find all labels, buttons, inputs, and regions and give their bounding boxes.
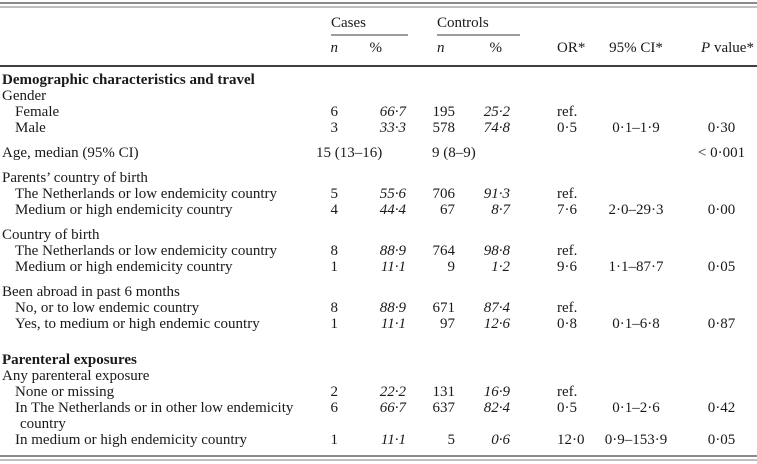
table-row xyxy=(0,202,757,218)
cases-n: 3 xyxy=(330,120,338,136)
confidence-interval-value: 1·1–87·7 xyxy=(608,259,664,275)
table-row xyxy=(0,88,757,104)
p-value: 0·87 xyxy=(707,316,736,332)
empty-header-cell xyxy=(586,8,686,36)
controls-n: 764 xyxy=(432,243,455,259)
odds-ratio-value: 12·0 xyxy=(557,432,585,448)
p-value: 0·30 xyxy=(707,120,736,136)
cases-n-header: n xyxy=(312,36,340,66)
controls-percent: 98·8 xyxy=(483,243,510,259)
controls-n: 5 xyxy=(447,432,455,448)
empty-header-cell xyxy=(0,8,312,36)
p-value xyxy=(686,186,757,202)
confidence-interval-value: 0·1–1·9 xyxy=(612,120,660,136)
controls-n: 131 xyxy=(432,384,455,400)
controls-n: 9 xyxy=(447,259,455,275)
row-label: Medium or high endemicity country xyxy=(15,202,233,218)
odds-ratio-value: 0·5 xyxy=(557,400,577,416)
table-header xyxy=(0,8,757,66)
group-label: Parents’ country of birth xyxy=(2,170,148,186)
controls-group-label: Controls xyxy=(437,15,489,31)
controls-percent: 1·2 xyxy=(491,259,510,275)
table-row xyxy=(0,161,757,186)
table-row xyxy=(0,243,757,259)
cases-percent: 44·4 xyxy=(379,202,406,218)
controls-percent: 87·4 xyxy=(483,300,510,316)
cases-n: 1 xyxy=(330,259,338,275)
cases-n: 4 xyxy=(330,202,338,218)
controls-percent: 16·9 xyxy=(483,384,510,400)
controls-n: 195 xyxy=(432,104,455,120)
controls-n: 578 xyxy=(432,120,455,136)
row-label: The Netherlands or low endemicity country xyxy=(15,186,278,202)
p-value: < 0·001 xyxy=(697,145,746,161)
row-label: In medium or high endemicity country xyxy=(15,432,248,448)
cases-percent: 88·9 xyxy=(379,300,406,316)
controls-percent: 82·4 xyxy=(483,400,510,416)
row-label: Age, median (95% CI) xyxy=(2,145,139,161)
section-label: Demographic characteristics and travel xyxy=(2,72,255,88)
controls-n-header: n xyxy=(406,36,456,66)
controls-n: 97 xyxy=(440,316,455,332)
p-value: 0·05 xyxy=(707,432,736,448)
odds-ratio-value: 7·6 xyxy=(557,202,577,218)
cases-percent-header: % xyxy=(340,36,406,66)
odds-ratio-value: 9·6 xyxy=(557,259,577,275)
table-row xyxy=(0,316,757,332)
controls-value: 9 (8–9) xyxy=(432,145,476,161)
table-row xyxy=(0,218,757,243)
confidence-interval-value xyxy=(586,243,686,259)
controls-n: 67 xyxy=(440,202,455,218)
cases-value: 15 (13–16) xyxy=(316,145,383,161)
p-value xyxy=(686,384,757,400)
row-label: Female xyxy=(15,104,60,120)
odds-ratio-value: ref. xyxy=(557,300,578,316)
table-row xyxy=(0,120,757,136)
confidence-interval-value: 0·1–6·8 xyxy=(612,316,660,332)
confidence-interval-value xyxy=(586,186,686,202)
cases-percent: 88·9 xyxy=(379,243,406,259)
p-value xyxy=(686,104,757,120)
odds-ratio-value: ref. xyxy=(557,384,578,400)
odds-ratio-value: ref. xyxy=(557,243,578,259)
bottom-rule-dark-line xyxy=(0,455,757,457)
odds-ratio-header: OR* xyxy=(510,36,586,66)
cases-n: 5 xyxy=(330,186,338,202)
p-value xyxy=(686,243,757,259)
row-label: No, or to low endemic country xyxy=(15,300,200,316)
controls-percent: 0·6 xyxy=(491,432,510,448)
cases-column-group xyxy=(312,8,406,36)
cases-n: 8 xyxy=(330,243,338,259)
row-label: Medium or high endemicity country xyxy=(15,259,233,275)
table-row xyxy=(0,275,757,300)
group-label: Been abroad in past 6 months xyxy=(2,284,180,300)
table-bottom-rule xyxy=(0,455,757,461)
table-row xyxy=(0,104,757,120)
controls-n: 706 xyxy=(432,186,455,202)
row-label: None or missing xyxy=(15,384,115,400)
controls-n: 637 xyxy=(432,400,455,416)
group-label: Gender xyxy=(2,88,47,104)
column-group-row xyxy=(0,8,757,36)
cases-n: 1 xyxy=(330,316,338,332)
empty-header-cell xyxy=(0,36,312,66)
empty-header-cell xyxy=(510,8,586,36)
table-row xyxy=(0,368,757,384)
confidence-interval-value xyxy=(586,300,686,316)
cases-percent: 22·2 xyxy=(379,384,406,400)
odds-ratio-value: ref. xyxy=(557,186,578,202)
confidence-interval-value: 0·9–153·9 xyxy=(604,432,668,448)
cases-n: 6 xyxy=(330,400,338,416)
cases-percent: 33·3 xyxy=(379,120,406,136)
empty-header-cell xyxy=(686,8,757,36)
table-row xyxy=(0,384,757,400)
table-row xyxy=(0,300,757,316)
table-row xyxy=(0,400,757,432)
controls-percent: 12·6 xyxy=(483,316,510,332)
odds-ratio-value: 0·5 xyxy=(557,120,577,136)
cases-percent: 11·1 xyxy=(380,259,406,275)
controls-percent: 74·8 xyxy=(483,120,510,136)
cases-percent: 11·1 xyxy=(380,432,406,448)
cases-percent: 55·6 xyxy=(379,186,406,202)
top-rule-dark-line xyxy=(0,2,757,4)
table-row xyxy=(0,259,757,275)
table-row xyxy=(0,136,757,161)
p-value: 0·05 xyxy=(707,259,736,275)
controls-percent-header: % xyxy=(456,36,510,66)
group-label: Country of birth xyxy=(2,227,100,243)
confidence-interval-value: 0·1–2·6 xyxy=(612,400,660,416)
cases-n: 1 xyxy=(330,432,338,448)
cases-percent: 66·7 xyxy=(379,400,406,416)
cases-n: 2 xyxy=(330,384,338,400)
confidence-interval-value xyxy=(586,104,686,120)
row-label: Male xyxy=(15,120,46,136)
row-label: In The Netherlands or in other low endemicity country xyxy=(0,400,312,432)
p-value xyxy=(686,300,757,316)
cases-percent: 66·7 xyxy=(379,104,406,120)
p-value-header: P value* xyxy=(686,36,757,66)
row-label: Yes, to medium or high endemic country xyxy=(15,316,260,332)
p-value: 0·00 xyxy=(707,202,736,218)
confidence-interval-header: 95% CI* xyxy=(586,36,686,66)
group-label: Any parenteral exposure xyxy=(2,368,150,384)
table-row xyxy=(0,66,757,88)
odds-ratio-value: 0·8 xyxy=(557,316,577,332)
odds-ratio-value xyxy=(510,136,586,161)
sub-header-row xyxy=(0,36,757,66)
confidence-interval-value xyxy=(586,136,686,161)
controls-n: 671 xyxy=(432,300,455,316)
row-label-wrap-line: country xyxy=(20,416,66,432)
confidence-interval-value xyxy=(586,384,686,400)
table-row xyxy=(0,432,757,448)
cases-percent: 11·1 xyxy=(380,316,406,332)
cases-n: 8 xyxy=(330,300,338,316)
table-body xyxy=(0,66,757,448)
cases-group-label: Cases xyxy=(331,15,366,31)
cases-n: 6 xyxy=(330,104,338,120)
table-row xyxy=(0,186,757,202)
controls-percent: 8·7 xyxy=(491,202,510,218)
section-label: Parenteral exposures xyxy=(2,352,137,368)
controls-column-group xyxy=(406,8,510,36)
row-label: The Netherlands or low endemicity country xyxy=(15,243,278,259)
bottom-rule-light-line xyxy=(0,459,757,461)
table-row xyxy=(0,332,757,368)
p-value: 0·42 xyxy=(707,400,736,416)
confidence-interval-value: 2·0–29·3 xyxy=(608,202,664,218)
controls-percent: 25·2 xyxy=(483,104,510,120)
odds-ratio-value: ref. xyxy=(557,104,578,120)
controls-percent: 91·3 xyxy=(483,186,510,202)
statistics-table xyxy=(0,8,757,448)
